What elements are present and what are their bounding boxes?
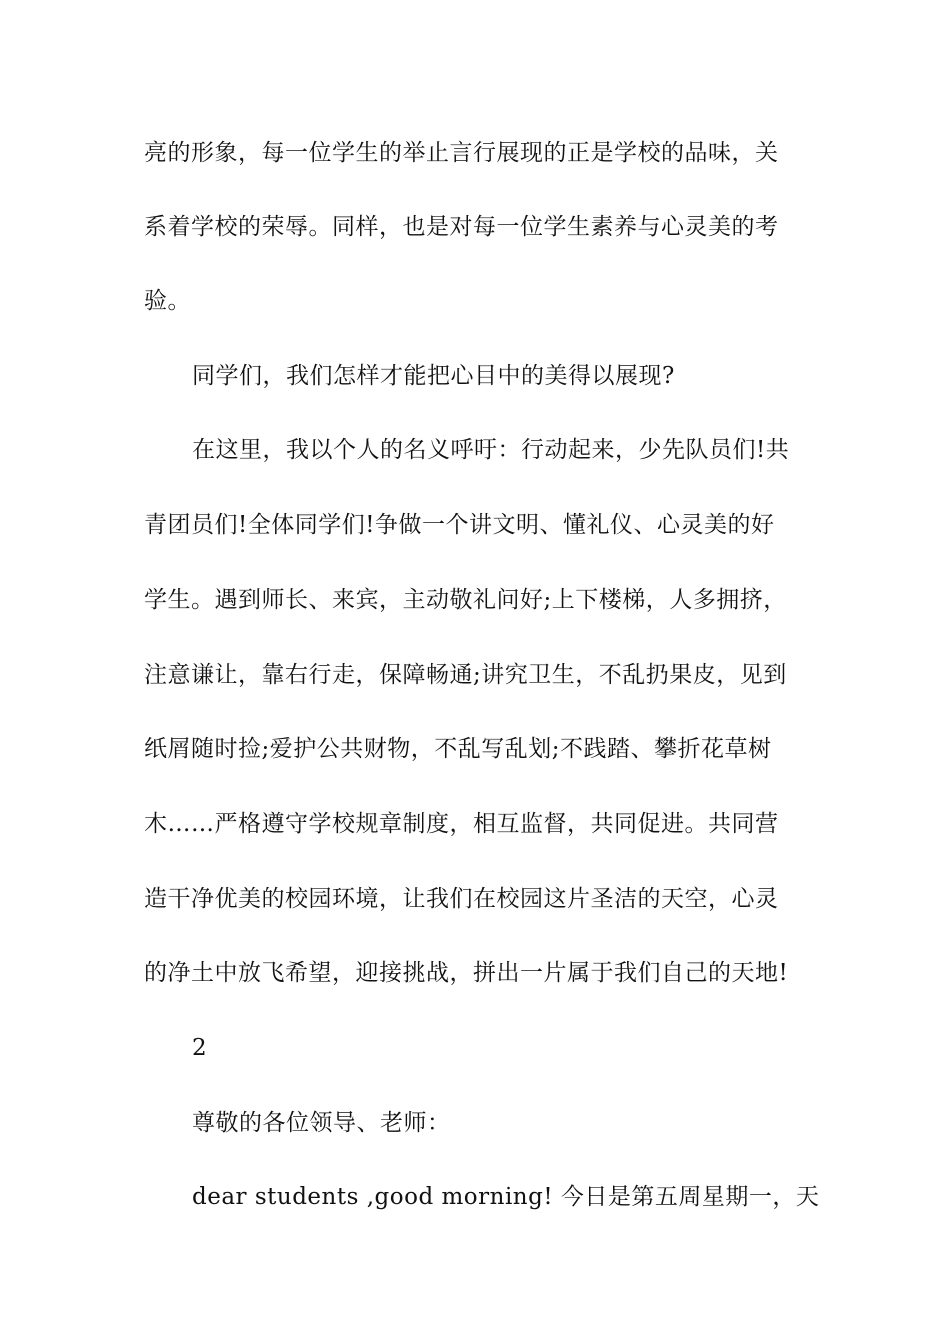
paragraph-line: 注意谦让，靠右行走，保障畅通;讲究卫生，不乱扔果皮，见到 <box>144 662 787 688</box>
paragraph-line: 验。 <box>144 288 191 314</box>
paragraph-line: 木……严格遵守学校规章制度，相互监督，共同促进。共同营 <box>144 811 779 837</box>
paragraph-line: 的净土中放飞希望，迎接挑战，拼出一片属于我们自己的天地! <box>144 960 789 986</box>
section-number: 2 <box>192 1035 208 1061</box>
paragraph-line: 学生。遇到师长、来宾，主动敬礼问好;上下楼梯，人多拥挤， <box>144 587 787 613</box>
salutation-line: 尊敬的各位领导、老师： <box>192 1110 451 1136</box>
paragraph-line: 青团员们!全体同学们!争做一个讲文明、懂礼仪、心灵美的好 <box>144 512 775 538</box>
paragraph-line: 同学们，我们怎样才能把心目中的美得以展现? <box>192 363 675 389</box>
paragraph-line: 系着学校的荣辱。同样，也是对每一位学生素养与心灵美的考 <box>144 214 779 240</box>
paragraph-line: 造干净优美的校园环境，让我们在校园这片圣洁的天空，心灵 <box>144 886 779 912</box>
paragraph-line: 在这里，我以个人的名义呼吁：行动起来，少先队员们!共 <box>192 437 790 463</box>
paragraph-line: 亮的形象，每一位学生的举止言行展现的正是学校的品味，关 <box>144 140 779 166</box>
paragraph-line: 纸屑随时捡;爱护公共财物，不乱写乱划;不践踏、攀折花草树 <box>144 736 772 762</box>
paragraph-line: dear students ,good morning! 今日是第五周星期一，天 <box>192 1184 820 1210</box>
